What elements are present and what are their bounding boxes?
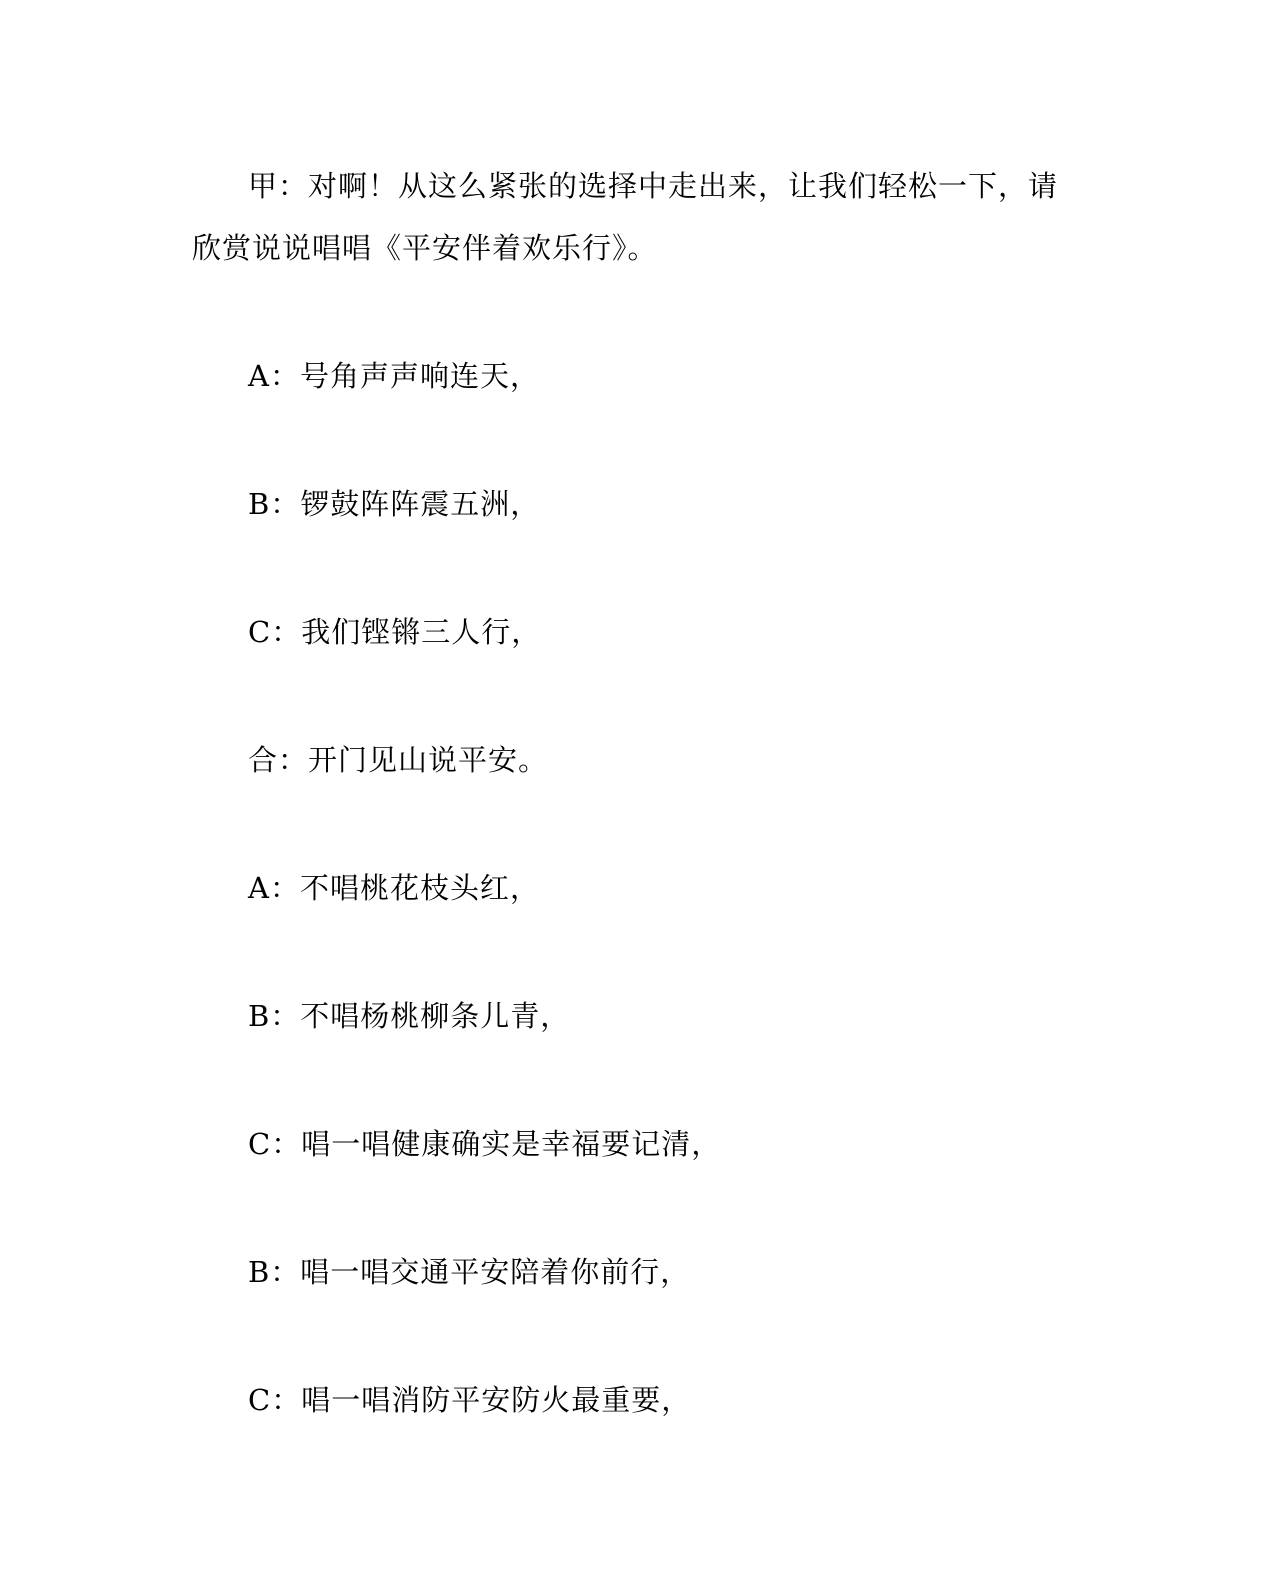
script-line: C：唱一唱消防平安防火最重要， — [248, 1383, 692, 1417]
script-line: A：号角声声响连天， — [248, 359, 540, 393]
script-line: C：唱一唱健康确实是幸福要记清， — [248, 1127, 722, 1161]
script-line: B：不唱杨桃柳条儿青， — [248, 999, 571, 1033]
script-line: A：不唱桃花枝头红， — [248, 871, 540, 905]
script-line: B：唱一唱交通平安陪着你前行， — [248, 1255, 691, 1289]
script-line: C：我们铿锵三人行， — [248, 615, 542, 649]
script-line: B：锣鼓阵阵震五洲， — [248, 487, 541, 521]
intro-paragraph: 甲：对啊！从这么紧张的选择中走出来，让我们轻松一下，请欣赏说说唱唱《平安伴着欢乐行》。 — [192, 169, 1059, 265]
script-line: 合：开门见山说平安。 — [248, 743, 549, 777]
